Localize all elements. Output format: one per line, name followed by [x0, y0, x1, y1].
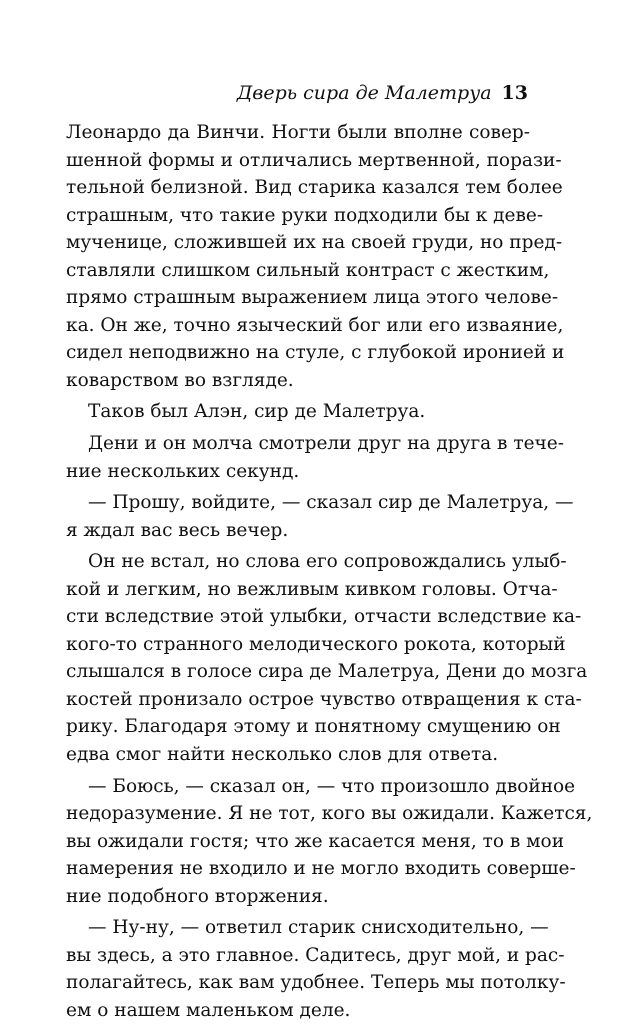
text-line: тельной белизной. Вид старика казался тем более [66, 177, 563, 199]
text-line: недоразумение. Я не тот, кого вы ожидали. Кажется, [66, 803, 593, 825]
text-line: вы здесь, а это главное. Садитесь, друг мой, и рас- [66, 944, 565, 966]
text-line: мученице, сложившей их на своей груди, но пред- [66, 232, 563, 254]
running-head-title: Дверь сира де Малетруа [236, 82, 492, 104]
text-line: ка. Он же, точно языческий бог или его изваяние, [66, 314, 564, 336]
text-line: едва смог найти несколько слов для ответа. [66, 744, 499, 766]
text-line: коварством во взгляде. [66, 369, 294, 391]
text-line: ем о нашем маленьком деле. [66, 999, 351, 1021]
text-line: шенной формы и отличались мертвенной, порази- [66, 149, 562, 171]
text-line: — Ну-ну, — ответил старик снисходительно, — [88, 917, 549, 939]
text-line: страшным, что такие руки подходили бы к деве- [66, 204, 544, 226]
page-number: 13 [501, 82, 528, 104]
paragraph [66, 398, 530, 426]
text-line: костей пронизало острое чувство отвращения к ста- [66, 688, 582, 710]
paragraph [66, 773, 593, 911]
text-line: кой и легким, но вежливым кивком головы. Отча- [66, 578, 558, 600]
paragraph [66, 430, 564, 485]
text-line: ние нескольких секунд. [66, 460, 300, 482]
text-line: Леонардо да Винчи. Ногти были вполне совер- [66, 122, 530, 143]
paragraph [66, 489, 574, 544]
text-line: Дени и он молча смотрели друг на друга в тече- [88, 433, 564, 455]
text-line: вы ожидали гостя; что же касается меня, то в мои [66, 830, 565, 852]
text-line: — Боюсь, — сказал он, — что произошло двойное [88, 775, 576, 797]
text-line: слышался в голосе сира де Малетруа, Дени до мозга [66, 661, 588, 683]
text-line: — Прошу, войдите, — сказал сир де Малетруа, — [88, 492, 574, 514]
text-line: я ждал вас весь вечер. [66, 519, 289, 541]
text-line: Таков был Алэн, сир де Малетруа. [88, 401, 426, 423]
running-head [237, 82, 528, 104]
paragraph [66, 119, 565, 394]
text-line: ставляли слишком сильный контраст с жестким, [66, 259, 550, 281]
text-line: прямо страшным выражением лица этого челове- [66, 287, 559, 309]
paragraph [66, 914, 566, 1024]
text-line: кого-то странного мелодического рокота, который [66, 633, 566, 655]
body-text [66, 119, 593, 1025]
text-line: сидел неподвижно на стуле, с глубокой иронией и [66, 342, 565, 364]
text-line: намерения не входило и не могло входить соверше- [66, 858, 576, 880]
text-line: ние подобного вторжения. [66, 885, 329, 907]
text-line: Он не встал, но слова его сопровождались улыб- [88, 551, 567, 573]
text-line: полагайтесь, как вам удобнее. Теперь мы потолку- [66, 972, 566, 994]
text-line: рику. Благодаря этому и понятному смущению он [66, 716, 561, 738]
paragraph [66, 548, 588, 768]
text-line: сти вследствие этой улыбки, отчасти вследствие ка- [66, 606, 582, 628]
